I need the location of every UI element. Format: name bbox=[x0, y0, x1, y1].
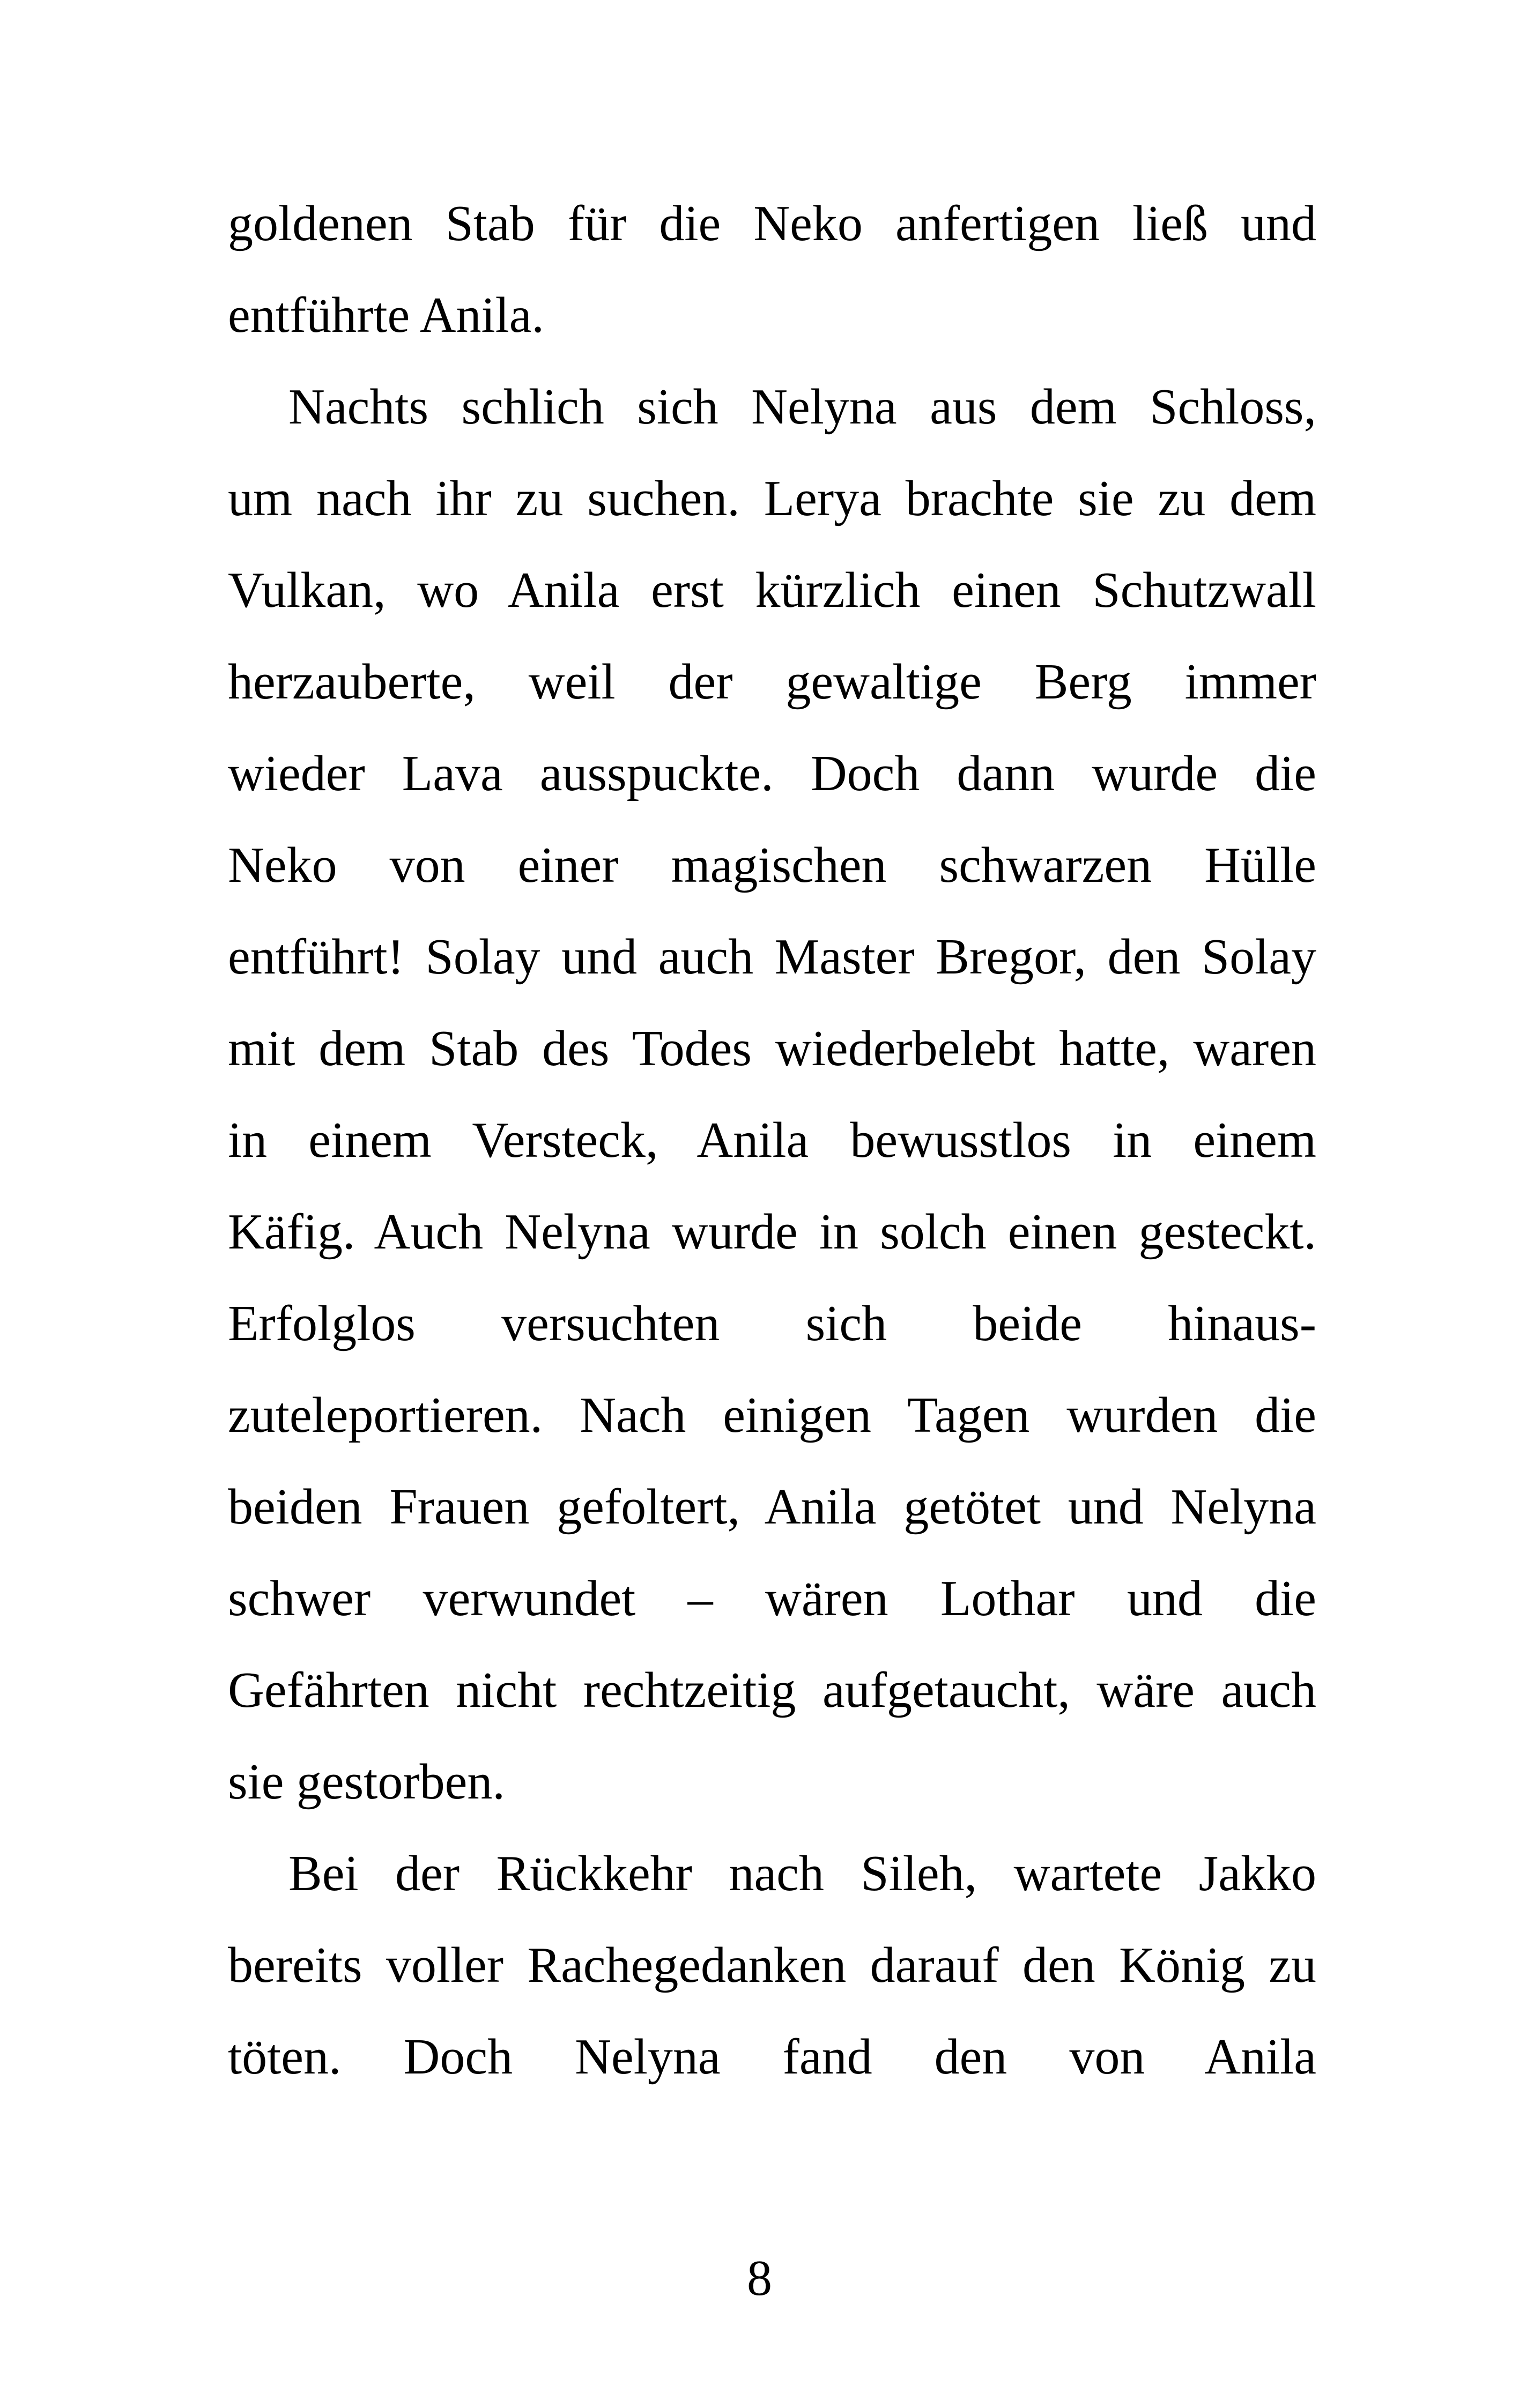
text-line: bereits voller Rachegedanken darauf den König zu bbox=[228, 1937, 1316, 1993]
body-text bbox=[228, 178, 1316, 2103]
text-line: töten. Doch Nelyna fand den von Anila bbox=[228, 2029, 1316, 2085]
text-line: zuteleportieren. Nach einigen Tagen wurden die bbox=[228, 1387, 1316, 1443]
text-line: wieder Lava ausspuckte. Doch dann wurde die bbox=[228, 746, 1316, 801]
text-line: sie gestorben. bbox=[228, 1754, 505, 1810]
text-line: schwer verwundet – wären Lothar und die bbox=[228, 1571, 1316, 1626]
text-line: entführte Anila. bbox=[228, 287, 544, 343]
text-line: um nach ihr zu suchen. Lerya brachte sie zu dem bbox=[228, 471, 1316, 526]
page-number: 8 bbox=[747, 2250, 772, 2306]
text-line: goldenen Stab für die Neko anfertigen ließ und bbox=[228, 196, 1316, 251]
text-line: Bei der Rückkehr nach Sileh, wartete Jakko bbox=[288, 1846, 1316, 1901]
text-line: mit dem Stab des Todes wiederbelebt hatte, waren bbox=[228, 1021, 1316, 1076]
text-line: Käfig. Auch Nelyna wurde in solch einen gesteckt. bbox=[228, 1204, 1316, 1260]
text-line: herzauberte, weil der gewaltige Berg immer bbox=[228, 654, 1316, 710]
text-line: in einem Versteck, Anila bewusstlos in einem bbox=[228, 1112, 1316, 1168]
text-line: Vulkan, wo Anila erst kürzlich einen Schutzwall bbox=[228, 562, 1316, 618]
text-line: entführt! Solay und auch Master Bregor, den Solay bbox=[228, 929, 1316, 985]
text-line: Neko von einer magischen schwarzen Hülle bbox=[228, 837, 1316, 893]
text-line: Gefährten nicht rechtzeitig aufgetaucht, wäre auch bbox=[228, 1662, 1316, 1718]
text-line: Erfolglos versuchten sich beide hinaus- bbox=[228, 1296, 1316, 1351]
text-line: Nachts schlich sich Nelyna aus dem Schloss, bbox=[288, 379, 1316, 435]
text-line: beiden Frauen gefoltert, Anila getötet und Nelyna bbox=[228, 1479, 1316, 1535]
